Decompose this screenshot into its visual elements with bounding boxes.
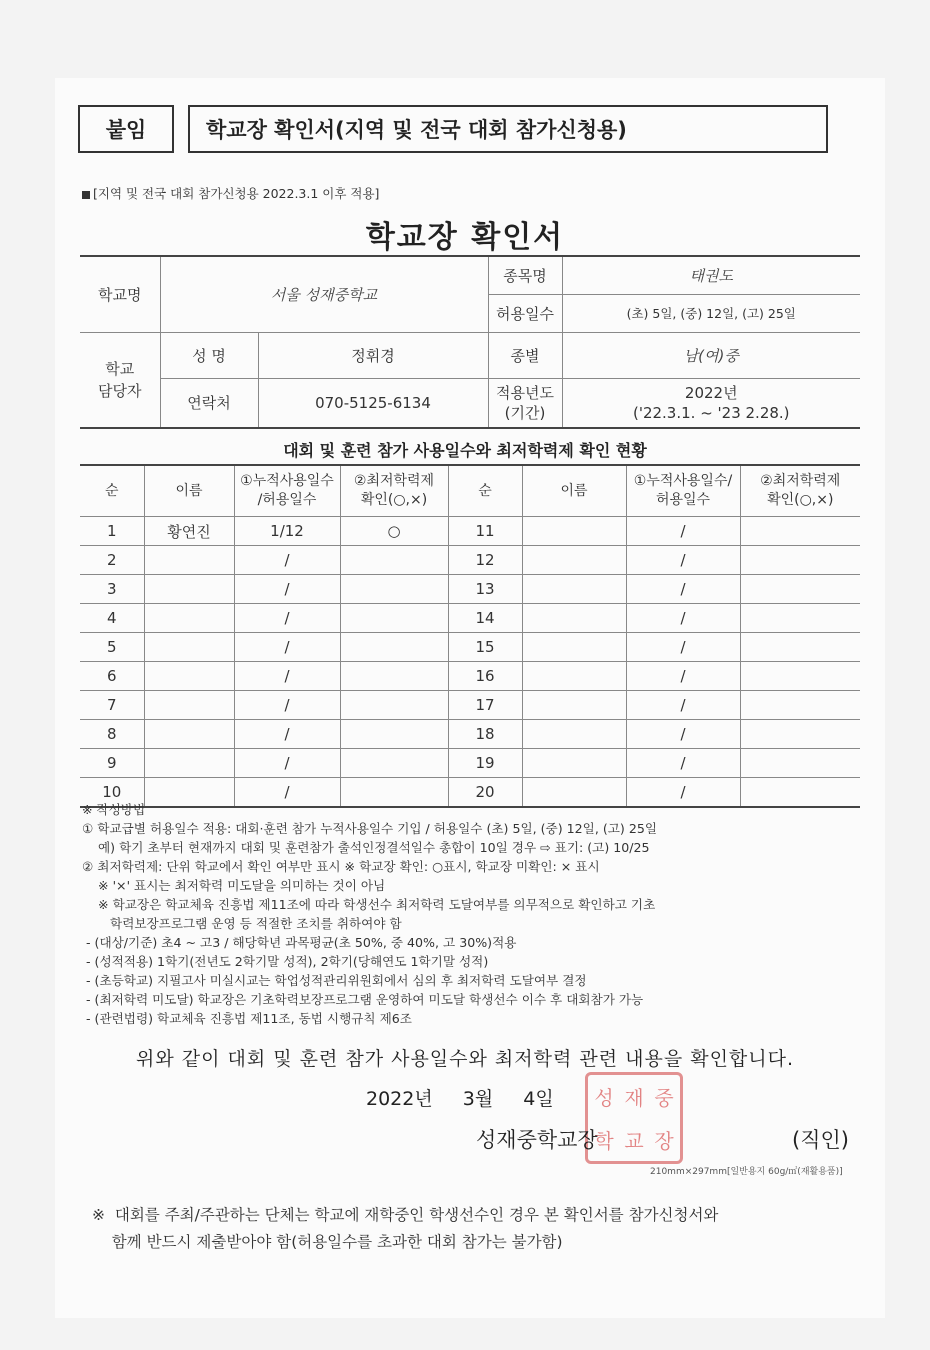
cell-check [740,604,860,633]
phone-label: 연락처 [160,378,258,428]
cell-days: / [626,604,740,633]
cell-check [740,633,860,662]
cell-name [144,633,234,662]
school-name-value: 서울 성재중학교 [160,256,488,332]
square-bullet-icon [82,191,90,199]
cell-check [740,749,860,778]
header-name-right: 이름 [522,465,626,517]
cell-name [144,575,234,604]
allowed-days-value: (초) 5일, (중) 12일, (고) 25일 [562,294,860,332]
gender-value: 남(여)중 [562,332,860,378]
sport-value: 태권도 [562,256,860,294]
cell-check [740,691,860,720]
document-header [78,105,828,153]
cell-no: 20 [448,778,522,808]
cell-name [522,546,626,575]
year-value: 2022년 [684,383,738,402]
table-row [80,691,860,720]
period-value: ('22.3.1. ~ '23 2.28.) [632,403,790,422]
contact-group-label: 학교 담당자 [80,332,160,428]
table-row [80,662,860,691]
instruction-line: - (대상/기준) 초4 ~ 고3 / 해당학년 과목평균(초 50%, 중 40%, 고 30%)적용 [82,935,517,950]
applicability-text: [지역 및 전국 대회 참가신청용 2022.3.1 이후 적용] [93,186,380,201]
confirmation-statement: 위와 같이 대회 및 훈련 참가 사용일수와 최저학력 관련 내용을 확인합니다. [135,1048,795,1070]
header-days-right: ①누적사용일수/ 허용일수 [626,465,740,517]
cell-no: 5 [80,633,144,662]
cell-no: 13 [448,575,522,604]
cell-name [144,604,234,633]
cell-days: / [234,691,340,720]
cell-days: / [626,720,740,749]
table-row [80,720,860,749]
header-name: 이름 [144,465,234,517]
table-row [80,517,860,546]
cell-no: 10 [80,778,144,808]
header-check-right: ②최저학력제 확인(○,×) [740,465,860,517]
school-info-table [80,255,860,429]
instruction-line: - (관련법령) 학교체육 진흥법 제11조, 동법 시행규칙 제6조 [82,1011,412,1026]
name-label: 성 명 [160,332,258,378]
cell-check [340,633,448,662]
sport-label: 종목명 [488,256,562,294]
cell-no: 17 [448,691,522,720]
cell-check [740,720,860,749]
header-days: ①누적사용일수 /허용일수 [234,465,340,517]
table-row [80,604,860,633]
cell-name [144,720,234,749]
cell-name [522,662,626,691]
seal-label: (직인) [792,1128,849,1152]
cell-no: 9 [80,749,144,778]
cell-check [740,662,860,691]
cell-days: / [234,546,340,575]
cell-name [144,691,234,720]
cell-days: / [626,575,740,604]
cell-name [522,517,626,546]
instruction-line: ※ 학교장은 학교체육 진흥법 제11조에 따라 학생선수 최저학력 도달여부를 의무적으로 확인하고 기초 [82,897,656,912]
attachment-tag: 붙임 [78,105,174,153]
instruction-line: - (최저학력 미도달) 학교장은 기초학력보장프로그램 운영하여 미도달 학생선수 이수 후 대회참가 가능 [82,992,644,1007]
cell-days: / [234,778,340,808]
cell-days: / [626,691,740,720]
official-seal [585,1072,683,1164]
cell-check [740,575,860,604]
cell-name [522,604,626,633]
cell-days: / [626,546,740,575]
header-title: 학교장 확인서(지역 및 전국 대회 참가신청용) [188,105,828,153]
footer-line: ※ 대회를 주최/주관하는 단체는 학교에 재학중인 학생선수인 경우 본 확인서를 참가신청서와 [92,1206,719,1224]
instructions-block [82,800,872,1028]
instruction-line: 학력보장프로그램 운영 등 적절한 조치를 취하여야 함 [82,916,402,931]
cell-no: 1 [80,517,144,546]
cell-days: / [234,720,340,749]
cell-no: 19 [448,749,522,778]
instruction-line: - (성적적용) 1학기(전년도 2학기말 성적), 2학기(당해연도 1학기말 성적) [82,954,489,969]
table-row [80,749,860,778]
cell-check [340,720,448,749]
header-no: 순 [80,465,144,517]
cell-days: / [626,517,740,546]
table-row [80,575,860,604]
cell-days: / [234,604,340,633]
cell-name [522,691,626,720]
header-check: ②최저학력제 확인(○,×) [340,465,448,517]
header-no-right: 순 [448,465,522,517]
cell-days: / [626,633,740,662]
roster-header-row [80,465,860,517]
seal-character: 재 [624,1086,644,1110]
paper-spec-note: 210mm×297mm[일반용지 60g/㎡(재활용품)] [650,1167,843,1177]
name-value: 정휘경 [258,332,488,378]
cell-days: / [626,662,740,691]
cell-name [144,662,234,691]
cell-days: / [626,749,740,778]
phone-value: 070-5125-6134 [258,378,488,428]
instruction-line: ※ 작성방법 [82,802,146,817]
instruction-line: ① 학교급별 허용일수 적용: 대회·훈련 참가 누적사용일수 기입 / 허용일수 (초) 5일, (중) 12일, (고) 25일 [82,821,658,836]
cell-no: 8 [80,720,144,749]
cell-check [340,546,448,575]
cell-days: / [234,749,340,778]
roster-table [80,464,860,808]
cell-check [340,662,448,691]
table-row [80,633,860,662]
cell-no: 11 [448,517,522,546]
section-title: 대회 및 훈련 참가 사용일수와 최저학력제 확인 현황 [283,441,647,460]
cell-days: 1/12 [234,517,340,546]
year-cell [562,378,860,428]
instruction-line: - (초등학교) 지필고사 미실시교는 학업성적관리위원회에서 심의 후 최저학력 도달여부 결정 [82,973,587,988]
cell-name [144,546,234,575]
cell-name: 황연진 [144,517,234,546]
instruction-line: 예) 학기 초부터 현재까지 대회 및 훈련참가 출석인정결석일수 총합이 10일 경우 ⇨ 표기: (고) 10/25 [82,840,650,855]
school-name-label: 학교명 [80,256,160,332]
cell-no: 12 [448,546,522,575]
seal-character: 성 [594,1086,614,1110]
cell-check [740,546,860,575]
cell-no: 14 [448,604,522,633]
cell-check [740,517,860,546]
year-label: 적용년도 (기간) [488,378,562,428]
seal-character: 학 [594,1129,614,1153]
cell-check [340,749,448,778]
cell-name [144,749,234,778]
cell-no: 7 [80,691,144,720]
cell-name [522,575,626,604]
cell-name [522,633,626,662]
footer-notice [92,1202,872,1256]
instruction-line: ※ '×' 표시는 최저학력 미도달을 의미하는 것이 아님 [82,878,386,893]
cell-name [522,720,626,749]
cell-no: 3 [80,575,144,604]
cell-days: / [626,778,740,808]
document-title: 학교장 확인서 [365,220,565,255]
allowed-days-label: 허용일수 [488,294,562,332]
cell-days: / [234,633,340,662]
school-signature: 성재중학교장 [476,1128,598,1152]
cell-check: ○ [340,517,448,546]
cell-check [340,691,448,720]
gender-label: 종별 [488,332,562,378]
seal-character: 중 [654,1086,674,1110]
cell-days: / [234,662,340,691]
cell-no: 2 [80,546,144,575]
cell-no: 6 [80,662,144,691]
instruction-line: ② 최저학력제: 단위 학교에서 확인 여부만 표시 ※ 학교장 확인: ○표시, 학교장 미확인: × 표시 [82,859,600,874]
table-row [80,546,860,575]
cell-name [522,749,626,778]
footer-line: 함께 반드시 제출받아야 함(허용일수를 초과한 대회 참가는 불가함) [92,1233,563,1251]
cell-no: 16 [448,662,522,691]
seal-character: 장 [654,1129,674,1153]
cell-days: / [234,575,340,604]
cell-check [340,575,448,604]
applicability-notice [82,184,379,202]
cell-no: 15 [448,633,522,662]
cell-no: 18 [448,720,522,749]
issue-date: 2022년 3월 4일 [366,1088,554,1110]
cell-check [340,604,448,633]
cell-no: 4 [80,604,144,633]
seal-character: 교 [624,1129,644,1153]
